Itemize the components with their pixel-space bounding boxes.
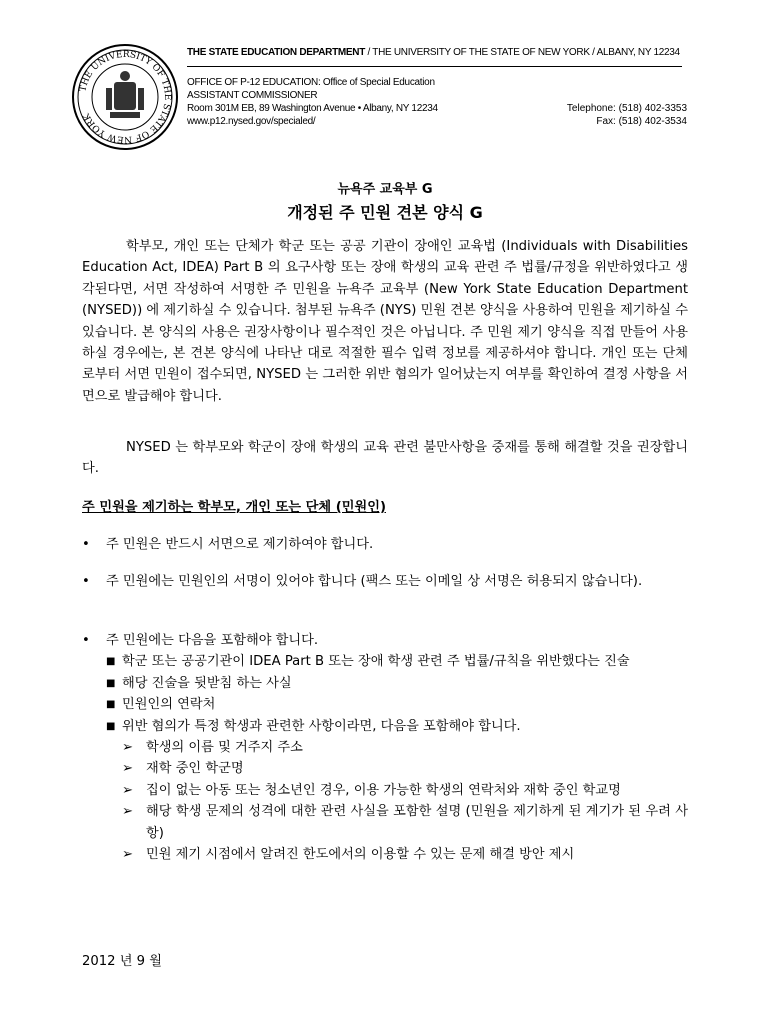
bullet-text: 주 민원은 반드시 서면으로 제기하여야 합니다. — [106, 537, 374, 552]
arrow-item — [82, 844, 688, 865]
footer-date: 2012 년 9 월 — [82, 954, 163, 969]
paragraph-text: NYSED 는 학부모와 학군이 장애 학생의 교육 관련 불만사항을 중재를 통해 해결할 것을 권장합니다. — [82, 440, 688, 477]
square-bullet-icon: ■ — [106, 699, 116, 711]
bullet-item — [82, 534, 688, 555]
header-divider — [187, 66, 682, 67]
arrow-item — [82, 780, 688, 801]
office-block — [187, 76, 438, 128]
arrow-item-text: 학생의 이름 및 거주지 주소 — [146, 740, 303, 756]
arrow-bullet-icon: ➢ — [122, 782, 134, 798]
sub-bullet-text: 학군 또는 공공기관이 IDEA Part B 또는 장애 학생 관련 주 법률/규칙을 위반했다는 진술 — [122, 654, 630, 670]
office-line: ASSISTANT COMMISSIONER — [187, 90, 318, 101]
arrow-item — [82, 801, 688, 844]
fax: Fax: (518) 402-3534 — [596, 116, 687, 127]
intro-paragraph — [82, 236, 688, 407]
arrow-bullet-icon: ➢ — [122, 847, 134, 863]
square-bullet-icon: ■ — [106, 720, 116, 732]
office-url: www.p12.nysed.gov/specialed/ — [187, 116, 316, 127]
svg-text:THE UNIVERSITY OF THE STATE OF: THE UNIVERSITY OF THE STATE OF NEW YORK — [78, 49, 173, 145]
arrow-bullet-icon: ➢ — [122, 740, 134, 756]
sub-bullet-text: 민원인의 연락처 — [122, 697, 216, 713]
arrow-item-text: 집이 없는 아동 또는 청소년인 경우, 이용 가능한 학생의 연락처와 재학 중인 학교명 — [146, 782, 621, 798]
sub-bullet-item — [82, 673, 688, 694]
bullet-item — [82, 571, 688, 592]
contact-block — [567, 102, 687, 128]
office-line: OFFICE OF P-12 EDUCATION: Office of Special Education — [187, 77, 435, 88]
sub-bullet-item — [82, 651, 688, 672]
bullet-icon: • — [82, 537, 90, 552]
arrow-item-text: 민원 제기 시점에서 알려진 한도에서의 이용할 수 있는 문제 해결 방안 제시 — [146, 847, 575, 863]
square-bullet-icon: ■ — [106, 677, 116, 689]
square-bullet-icon: ■ — [106, 656, 116, 668]
arrow-item — [82, 737, 688, 758]
sub-bullet-item — [82, 694, 688, 715]
bullet-icon: • — [82, 633, 90, 648]
mediation-paragraph — [82, 437, 688, 480]
bullet-text: 주 민원에는 다음을 포함해야 합니다. — [106, 633, 319, 648]
bullet-text: 주 민원에는 민원인의 서명이 있어야 합니다 (팩스 또는 이메일 상 서명은 허용되지 않습니다). — [106, 574, 643, 589]
department-name: THE STATE EDUCATION DEPARTMENT — [187, 47, 366, 58]
arrow-item-text: 재학 중인 학군명 — [146, 761, 244, 777]
sub-bullet-text: 해당 진술을 뒷받침 하는 사실 — [122, 675, 292, 691]
sub-bullet-item — [82, 716, 688, 737]
arrow-bullet-icon: ➢ — [122, 761, 134, 777]
arrow-item-text: 해당 학생 문제의 성격에 대한 관련 사실을 포함한 설명 (민원을 제기하게 된 계기가 된 우려 사항) — [146, 804, 688, 841]
university-address: / THE UNIVERSITY OF THE STATE OF NEW YORK / ALBANY, NY 12234 — [365, 47, 680, 58]
telephone: Telephone: (518) 402-3353 — [566, 103, 687, 114]
bullet-item — [82, 630, 688, 865]
section-heading: 주 민원을 제기하는 학부모, 개인 또는 단체 (민원인) — [82, 500, 386, 515]
letterhead-title — [187, 47, 687, 58]
doc-title-line2: 개정된 주 민원 견본 양식 G — [287, 203, 483, 222]
arrow-item — [82, 758, 688, 779]
arrow-bullet-icon: ➢ — [122, 804, 134, 820]
sub-bullet-text: 위반 혐의가 특정 학생과 관련한 사항이라면, 다음을 포함해야 합니다. — [122, 718, 521, 734]
doc-title-line1: 뉴욕주 교육부 G — [337, 182, 433, 197]
nys-seal-logo — [70, 42, 180, 152]
paragraph-text: 학부모, 개인 또는 단체가 학군 또는 공공 기관이 장애인 교육법 (Individuals with Disabilities Education Act, IDEA) Part B 의 요구사항 또는 장애 학생의 교육 관련 주 법률/규정을 위반하였다고 생각된다면, 서면 작성하여 서명한 주 민원을 뉴욕주 교육부 (New York State Education Department (NYSED)) 에 제기하실 수 있습니다. 첨부된 뉴욕주 (NYS) 민원 견본 양식을 사용하여 민원을 제기하실 수 있습니다. 본 양식의 사용은 권장사항이나 필수적인 것은 아닙니다. 주 민원 제기 양식을 직접 만들어 사용하실 경우에는, 본 견본 양식에 나타난 대로 적절한 필수 입력 정보를 제공하셔야 합니다. 개인 또는 단체로부터 서면 민원이 접수되면, NYSED 는 그러한 위반 혐의가 일어났는지 여부를 확인하여 결정 사항을 서면으로 발급해야 합니다. — [82, 239, 688, 404]
office-line: Room 301M EB, 89 Washington Avenue • Albany, NY 12234 — [187, 103, 438, 114]
bullet-icon: • — [82, 574, 90, 589]
